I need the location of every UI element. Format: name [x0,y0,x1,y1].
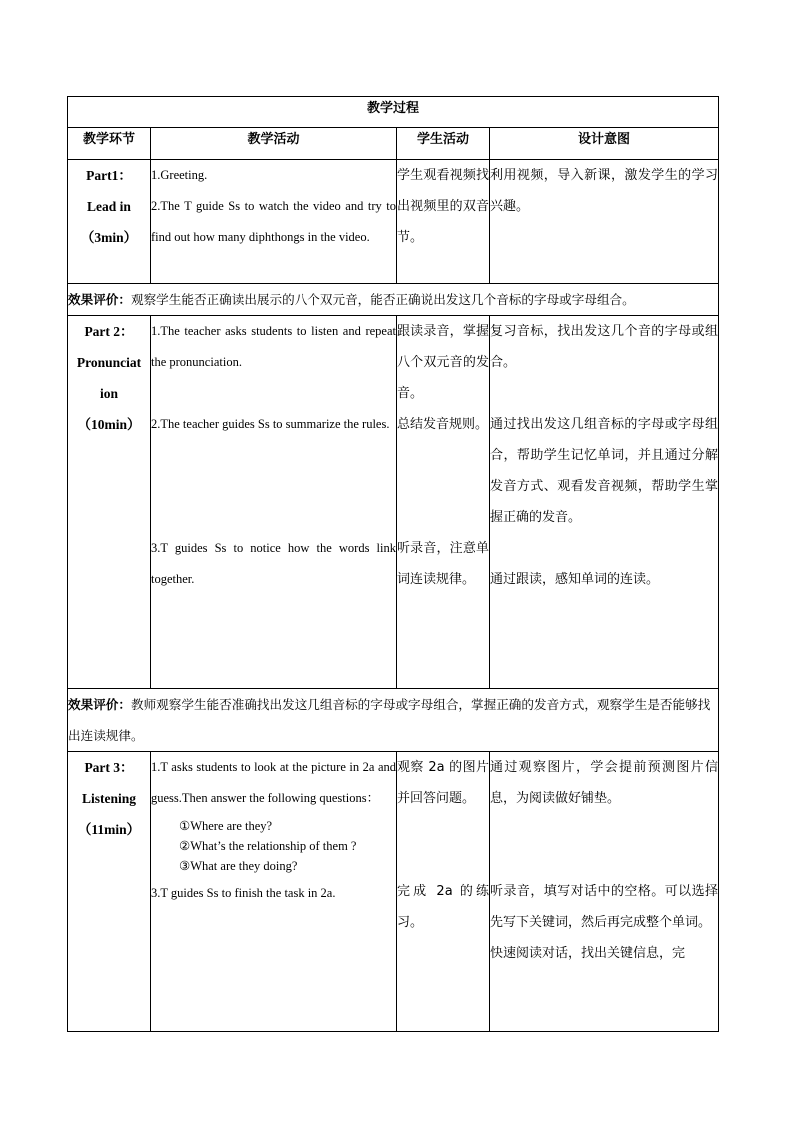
eval2-cell [68,689,719,752]
eval1-text: 观察学生能否正确读出展示的八个双元音，能否正确说出发这几个音标的字母或字母组合。 [130,292,635,307]
part3-stage-title: Part 3： [84,760,134,775]
part2-student-1: 跟读录音，掌握八个双元音的发音。 [397,324,489,401]
eval2-text: 教师观察学生能否准确找出发这几组音标的字母或字母组合，掌握正确的发音方式，观察学生是否能够找出连读规律。 [68,697,711,743]
part2-activity-1: 1.The teacher asks students to listen and repeat the pronunciation. [151,324,396,369]
part3-stage-name: Listening [81,791,136,806]
eval2-label: 效果评价： [68,697,131,712]
part3-intent-2: 听录音，填写对话中的空格。可以选择先写下关键词，然后再完成整个单词。 [490,884,719,930]
part1-design-intent [490,160,719,284]
part1-stage-name: Lead in [87,199,131,214]
part1-row [68,160,719,284]
part2-student-3: 听录音，注意单词连读规律。 [397,541,489,587]
part3-student-1: 观察 2a 的图片并回答问题。 [397,760,489,806]
part3-intent-1: 通过观察图片，学会提前预测图片信息，为阅读做好铺垫。 [490,760,719,806]
part2-intent-3: 通过跟读，感知单词的连读。 [490,572,660,587]
part1-stage-time: （3min） [80,230,138,245]
part3-stage-time: （11min） [77,822,141,837]
part1-activity-1: 1.Greeting. [151,168,208,182]
part3-design-intent [490,752,719,1032]
part2-stage-title: Part 2： [84,324,134,339]
part2-row [68,316,719,689]
part1-student-text: 学生观看视频找出视频里的双音节。 [397,168,489,245]
part2-teacher-activity [151,316,397,689]
part2-stage [68,316,151,689]
table-caption: 教学过程 [68,97,719,128]
table-caption-row [68,97,719,128]
part2-stage-time: （10min） [77,417,141,432]
part1-intent-text: 利用视频，导入新课，激发学生的学习兴趣。 [490,168,719,214]
part2-design-intent [490,316,719,689]
header-row [68,128,719,160]
part3-intent-3: 快速阅读对话，找出关键信息，完 [490,946,686,961]
eval2-row [68,689,719,752]
part2-stage-name-cont: ion [99,386,118,401]
part3-student-2: 完成 2a 的练习。 [397,884,489,930]
eval1-label: 效果评价： [68,292,131,307]
part2-activity-2: 2.The teacher guides Ss to summarize the rules. [151,417,390,431]
part1-teacher-activity [151,160,397,284]
eval1-row [68,284,719,316]
part1-student-activity [397,160,490,284]
part3-activity-1: 1.T asks students to look at the picture in 2a and guess.Then answer the following questions： [151,760,396,805]
eval1-cell [68,284,719,316]
part3-student-activity [397,752,490,1032]
part1-activity-2: 2.The T guide Ss to watch the video and try to find out how many diphthongs in the video. [151,199,396,244]
part3-question-3: ③What are they doing? [179,859,298,873]
part3-stage [68,752,151,1032]
part2-intent-2: 通过找出发这几组音标的字母或字母组合，帮助学生记忆单词，并且通过分解发音方式、观看发音视频，帮助学生掌握正确的发音。 [490,417,719,525]
part3-teacher-activity [151,752,397,1032]
part3-row [68,752,719,1032]
header-student-activity: 学生活动 [397,128,490,160]
header-teacher-activity: 教学活动 [151,128,397,160]
part2-student-2: 总结发音规则。 [397,417,489,432]
part2-activity-3: 3.T guides Ss to notice how the words link together. [151,541,396,586]
part1-stage-title: Part1： [86,168,132,183]
header-stage: 教学环节 [68,128,151,160]
part3-question-2: ②What’s the relationship of them ? [179,839,357,853]
part2-stage-name: Pronunciat [76,355,142,370]
part2-student-activity [397,316,490,689]
part2-intent-1: 复习音标，找出发这几个音的字母或组合。 [490,324,719,370]
header-design-intent: 设计意图 [490,128,719,160]
part1-stage [68,160,151,284]
lesson-process-table [67,96,719,1032]
part3-question-1: ①Where are they? [179,819,273,833]
part3-activity-2: 3.T guides Ss to finish the task in 2a. [151,886,336,900]
